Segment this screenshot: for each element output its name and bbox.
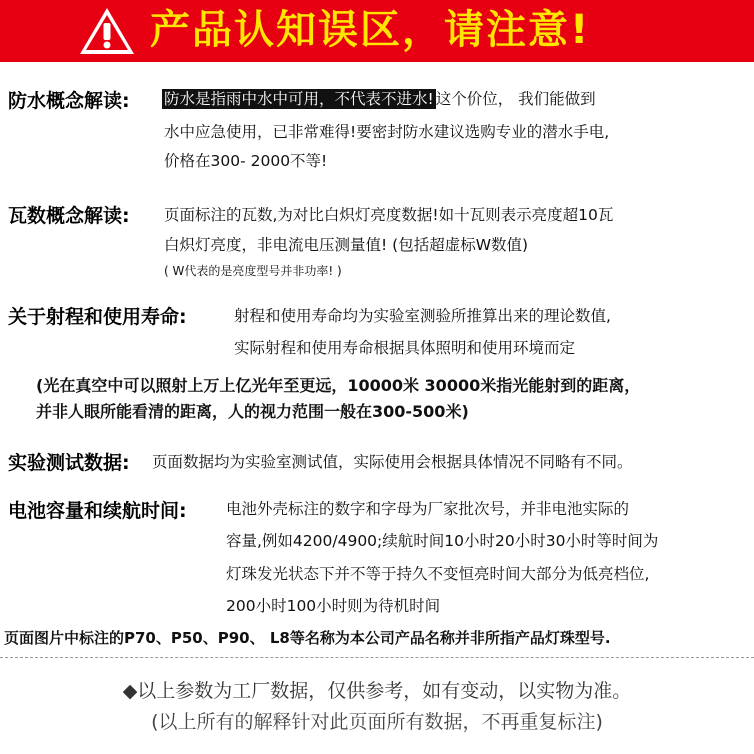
- footer-line-1: ◆以上参数为工厂数据，仅供参考，如有变动，以实物为准。: [122, 680, 632, 702]
- footer-line-2: (以上所有的解释针对此页面所有数据，不再重复标注): [151, 711, 603, 733]
- model-note: 页面图片中标注的P70、P50、P90、 L8等名称为本公司产品名称并非所指产品灯珠型号.: [4, 629, 611, 647]
- waterproof-heading: 防水概念解读:: [8, 90, 130, 112]
- wattage-note: ( W代表的是亮度型号并非功率! ): [164, 264, 342, 278]
- waterproof-line-1-rest: 这个价位， 我们能做到: [435, 90, 596, 108]
- waterproof-line-3: 价格在300- 2000不等!: [164, 152, 328, 170]
- warning-triangle-icon: [78, 6, 136, 56]
- range-heading: 关于射程和使用寿命:: [8, 306, 187, 328]
- lab-heading: 实验测试数据:: [8, 452, 130, 474]
- range-bold-1: (光在真空中可以照射上万上亿光年至更远，10000米 30000米指光能射到的距离，: [36, 376, 641, 395]
- waterproof-highlight: 防水是指雨中水中可用，不代表不进水!: [164, 90, 434, 108]
- wattage-line-1: 页面标注的瓦数,为对比白炽灯亮度数据!如十瓦则表示亮度超10瓦: [164, 206, 614, 224]
- range-line-2: 实际射程和使用寿命根据具体照明和使用环境而定: [234, 339, 576, 357]
- wattage-heading: 瓦数概念解读:: [8, 205, 130, 227]
- range-bold-2: 并非人眼所能看清的距离，人的视力范围一般在300-500米): [36, 402, 469, 421]
- banner-title: 产品认知误区，请注意!: [150, 7, 591, 53]
- battery-line-2: 容量,例如4200/4900;续航时间10小时20小时30小时等时间为: [226, 532, 659, 550]
- battery-line-3: 灯珠发光状态下并不等于持久不变恒亮时间大部分为低亮档位,: [226, 565, 650, 583]
- waterproof-line-2: 水中应急使用，已非常难得!要密封防水建议选购专业的潜水手电,: [164, 123, 610, 141]
- battery-line-1: 电池外壳标注的数字和字母为厂家批次号，并非电池实际的: [226, 500, 630, 518]
- waterproof-line-1: [162, 87, 596, 109]
- wattage-line-2: 白炽灯亮度，非电流电压测量值! (包括超虚标W数值): [164, 236, 529, 254]
- battery-heading: 电池容量和续航时间:: [8, 500, 187, 522]
- divider: [0, 657, 754, 658]
- battery-line-4: 200小时100小时则为待机时间: [226, 597, 441, 615]
- range-line-1: 射程和使用寿命均为实验室测验所推算出来的理论数值,: [234, 307, 611, 325]
- warning-banner: [0, 0, 754, 62]
- lab-line-1: 页面数据均为实验室测试值，实际使用会根据具体情况不同略有不同。: [152, 453, 633, 471]
